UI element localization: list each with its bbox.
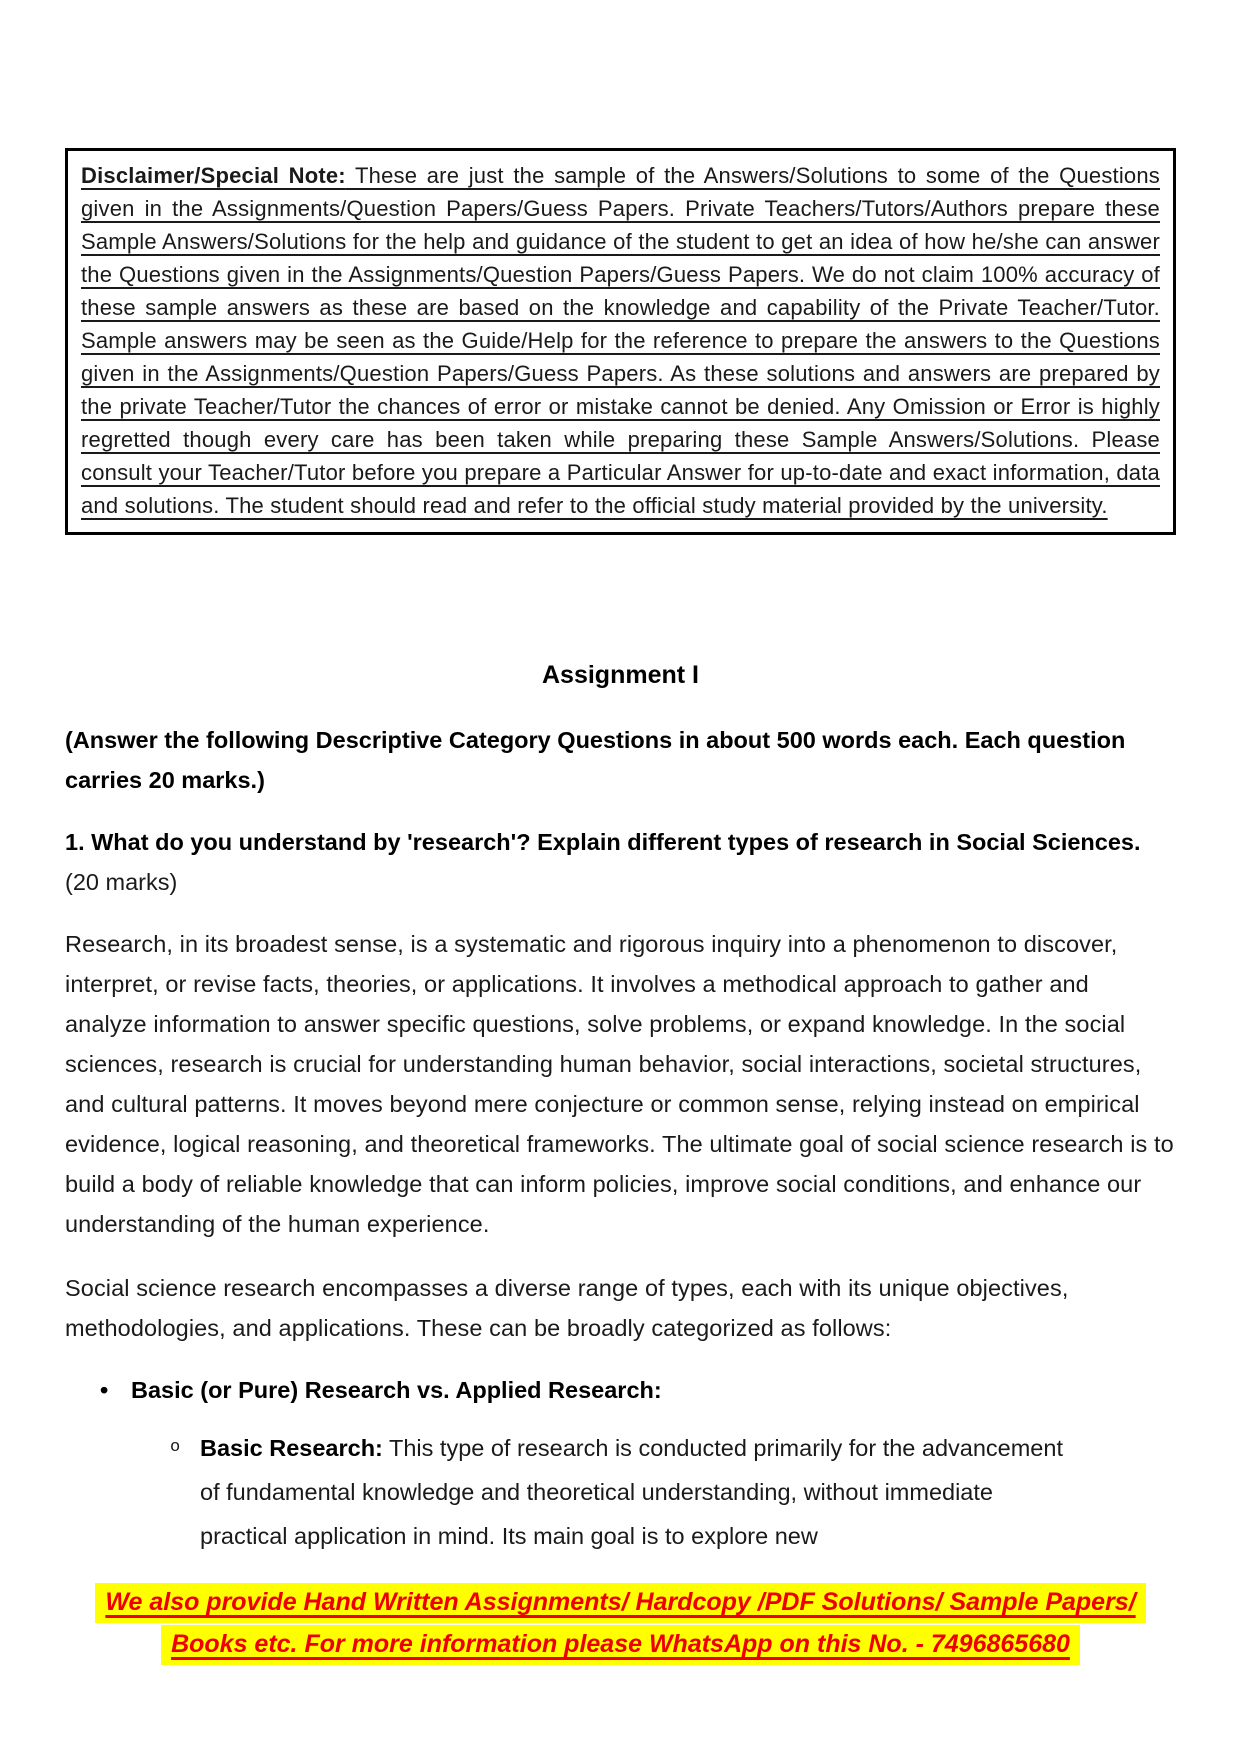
circle-bullet-icon: o: [170, 1438, 181, 1457]
promo-line-1: We also provide Hand Written Assignments/ Hardcopy /PDF Solutions/ Sample Papers/: [95, 1583, 1145, 1623]
disclaimer-body: These are just the sample of the Answers/Solutions to some of the Questions given in the Assignments/Question Papers/Guess Papers. Private Teachers/Tutors/Authors prepare these Sample Answers/Solutions for the help and guidance of the student to get an idea of how he/she can answer the Questions given in the Assignments/Question Papers/Guess Papers. We do not claim 100% accuracy of these sample answers as these are based on the knowledge and capability of the Private Teacher/Tutor. Sample answers may be seen as the Guide/Help for the reference to prepare the answers to the Questions given in the Assignments/Question Papers/Guess Papers. As these solutions and answers are prepared by the private Teacher/Tutor the chances of error or mistake cannot be denied. Any Omission or Error is highly regretted though every care has been taken while preparing these Sample Answers/Solutions. Please consult your Teacher/Tutor before you prepare a Particular Answer for up-to-date and exact information, data and solutions. The student should read and refer to the official study material provided by the university.: [81, 163, 1161, 518]
bullet-list-item: [65, 1370, 1176, 1410]
question-text: 1. What do you understand by 'research'? Explain different types of research in Social Sciences.: [65, 829, 1141, 855]
answer-paragraph-2: Social science research encompasses a diverse range of types, each with its unique objectives, methodologies, and applications. These can be broadly categorized as follows:: [65, 1275, 1069, 1341]
sub-bullet-item-body: This type of research is conducted primarily for the advancement of fundamental knowledge and theoretical understanding, without immediate practical application in mind. Its main goal is to explore new: [200, 1435, 1063, 1549]
sub-bullet-item-label: Basic Research:: [200, 1435, 383, 1461]
answer-paragraph-1: Research, in its broadest sense, is a systematic and rigorous inquiry into a phenomenon to discover, interpret, or revise facts, theories, or applications. It involves a methodical approach to gather and analyze information to answer specific questions, solve problems, or expand knowledge. In the social sciences, research is crucial for understanding human behavior, social interactions, societal structures, and cultural patterns. It moves beyond mere conjecture or common sense, relying instead on empirical evidence, logical reasoning, and theoretical frameworks. The ultimate goal of social science research is to build a body of reliable knowledge that can inform policies, improve social conditions, and enhance our understanding of the human experience.: [65, 931, 1174, 1237]
assignment-title: Assignment I: [542, 661, 699, 689]
page-content: [0, 148, 1241, 1667]
promo-footer: [65, 1583, 1176, 1667]
sub-bullet-list-item: [65, 1426, 1176, 1558]
sub-bullet-item-text: [200, 1426, 1176, 1558]
question-marks: (20 marks): [65, 869, 178, 895]
disclaimer-box: [65, 148, 1176, 535]
bullet-item-label: Basic (or Pure) Research vs. Applied Research:: [131, 1377, 662, 1403]
question-1-heading: [65, 822, 1176, 902]
instructions-note: (Answer the following Descriptive Category Questions in about 500 words each. Each question carries 20 marks.): [65, 727, 1126, 793]
disclaimer-text: [81, 159, 1160, 522]
promo-line-2: Books etc. For more information please WhatsApp on this No. - 7496865680: [161, 1625, 1080, 1665]
bullet-icon: •: [100, 1377, 109, 1403]
disclaimer-label: Disclaimer/Special Note:: [81, 163, 346, 188]
